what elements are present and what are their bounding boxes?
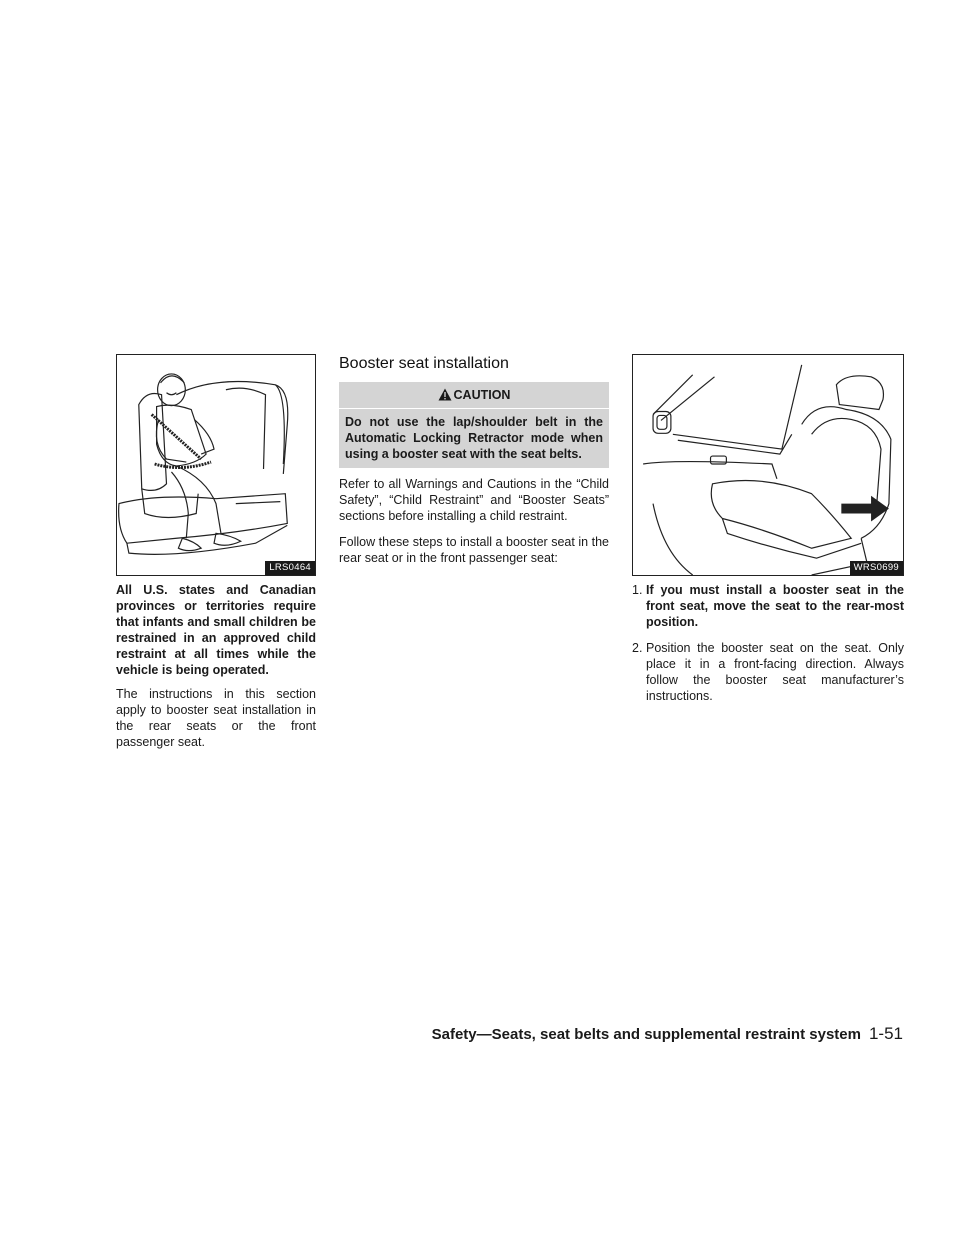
front-passenger-seat-illustration <box>633 355 903 575</box>
child-in-booster-seat-illustration <box>117 355 315 575</box>
footer-section-title: Safety—Seats, seat belts and supplemental restraint system <box>431 1026 861 1043</box>
figure-code: WRS0699 <box>850 561 903 575</box>
caution-header <box>339 386 609 409</box>
figure-code: LRS0464 <box>265 561 315 575</box>
step-item <box>632 582 904 630</box>
left-column <box>116 354 316 750</box>
step-number: 2. <box>632 641 643 655</box>
intro-bold-paragraph: All U.S. states and Canadian provinces or territories require that infants and small children be restrained in an approved child restraint at all times while the vehicle is being operated. <box>116 583 316 677</box>
follow-paragraph: Follow these steps to install a booster seat in the rear seat or in the front passenger seat: <box>339 535 609 565</box>
caution-text: Do not use the lap/shoulder belt in the Automatic Locking Retractor mode when using a booster seat with the seat belts. <box>345 415 603 461</box>
right-column <box>632 354 904 704</box>
page-number: 1-51 <box>868 1024 903 1043</box>
step-number: 1. <box>632 583 643 597</box>
step-item <box>632 640 904 704</box>
refer-paragraph: Refer to all Warnings and Cautions in the “Child Safety”, “Child Restraint” and “Booster Seats” sections before installing a child restraint. <box>339 477 609 523</box>
intro-paragraph: The instructions in this section apply to booster seat installation in the rear seats or the front passenger seat. <box>116 687 316 749</box>
middle-column <box>339 354 609 566</box>
caution-box <box>339 382 609 468</box>
section-heading: Booster seat installation <box>339 355 509 372</box>
page-footer <box>432 1024 903 1045</box>
caution-title: CAUTION <box>453 388 511 402</box>
step-text: If you must install a booster seat in the front seat, move the seat to the rear-most position. <box>646 583 904 629</box>
figure-front-seat <box>632 354 904 576</box>
step-text: Position the booster seat on the seat. Only place it in a front-facing direction. Always follow the booster seat manufacturer’s instructions. <box>646 641 904 703</box>
figure-child-booster-seat <box>116 354 316 576</box>
warning-triangle-icon <box>438 388 452 406</box>
